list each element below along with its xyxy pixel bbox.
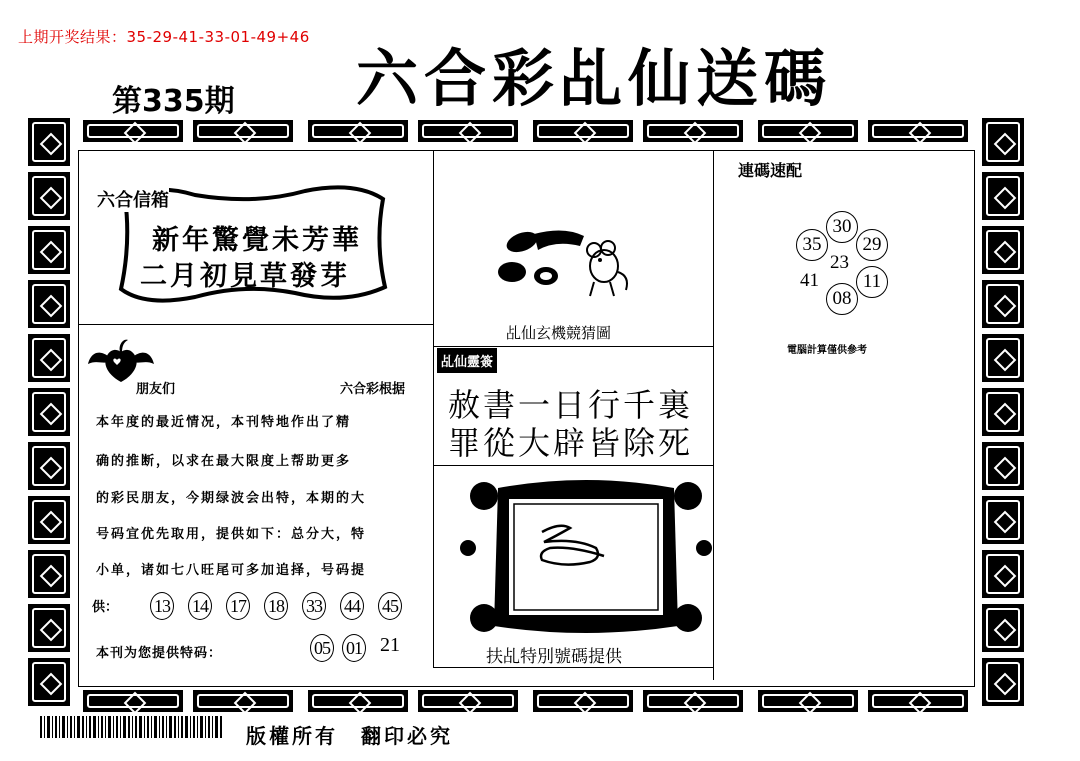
- border-tile: [868, 120, 968, 142]
- row-divider: [433, 346, 713, 347]
- border-tile: [982, 604, 1024, 652]
- border-tile: [982, 442, 1024, 490]
- border-tile: [982, 172, 1024, 220]
- article-source: 六合彩根据: [340, 382, 406, 397]
- border-tile: [418, 120, 518, 142]
- border-tile: [533, 120, 633, 142]
- ornament-frame: [458, 476, 714, 638]
- border-tile: [982, 118, 1024, 166]
- border-tile: [28, 496, 70, 544]
- poem-line-2: 二月初見草發芽: [140, 261, 350, 292]
- numbers-label: 供：: [92, 600, 119, 615]
- combo-plain: 41: [800, 270, 819, 291]
- column-divider: [433, 150, 434, 667]
- combo-ball: 08: [826, 283, 858, 315]
- special-number-extra: 21: [380, 634, 400, 656]
- border-tile: [982, 658, 1024, 706]
- combo-title: 連碼速配: [738, 161, 803, 180]
- row-divider: [78, 324, 433, 325]
- number-ball: 13: [150, 592, 174, 620]
- guess-picture: [494, 224, 634, 302]
- border-tile: [418, 690, 518, 712]
- article-line: 的彩民朋友，今期绿波会出特，本期的大: [96, 491, 367, 506]
- page-title: 六合彩乩仙送碼: [356, 42, 833, 115]
- special-number-caption: 扶乩特別號碼提供: [486, 647, 622, 667]
- border-tile: [28, 226, 70, 274]
- poem-line-1: 新年驚覺未芳華: [152, 225, 362, 256]
- number-ball: 17: [226, 592, 250, 620]
- border-tile: [83, 120, 183, 142]
- number-ball: 14: [188, 592, 212, 620]
- combo-ball: 35: [796, 229, 828, 261]
- border-tile: [643, 690, 743, 712]
- border-tile: [28, 334, 70, 382]
- border-tile: [533, 690, 633, 712]
- border-tile: [308, 120, 408, 142]
- barcode: [40, 716, 222, 744]
- combo-ball: 30: [826, 211, 858, 243]
- border-tile: [643, 120, 743, 142]
- oracle-tag: 乩仙靈簽: [437, 348, 497, 373]
- border-tile: [982, 280, 1024, 328]
- guess-picture-caption: 乩仙玄機競猜圖: [506, 324, 612, 342]
- oracle-verse-1: 赦書一日行千裏: [448, 386, 694, 424]
- poem-tag: 六合信箱: [97, 186, 169, 212]
- border-tile: [28, 442, 70, 490]
- number-ball: 18: [264, 592, 288, 620]
- combo-note: 電腦計算僅供參考: [787, 345, 867, 356]
- border-tile: [868, 690, 968, 712]
- border-tile: [28, 550, 70, 598]
- border-tile: [982, 334, 1024, 382]
- special-number-ball: 01: [342, 634, 366, 662]
- number-ball: 33: [302, 592, 326, 620]
- border-tile: [28, 658, 70, 706]
- combo-center: 23: [830, 252, 849, 273]
- special-number-ball: 05: [310, 634, 334, 662]
- border-tile: [28, 118, 70, 166]
- article-line: 确的推断，以求在最大限度上帮助更多: [96, 454, 352, 469]
- border-tile: [982, 226, 1024, 274]
- border-tile: [308, 690, 408, 712]
- heart-bird-icon: [86, 334, 156, 384]
- article-greeting: 朋友们: [136, 382, 176, 397]
- article-line: 小单，诸如七八旺尾可多加追择，号码提: [96, 563, 367, 578]
- combo-ball: 29: [856, 229, 888, 261]
- row-divider: [433, 465, 713, 466]
- last-draw-result: 上期开奖结果：35-29-41-33-01-49+46: [18, 28, 310, 46]
- border-tile: [982, 550, 1024, 598]
- border-tile: [758, 120, 858, 142]
- number-ball: 44: [340, 592, 364, 620]
- border-tile: [28, 388, 70, 436]
- article-line: 号码宜优先取用，提供如下：总分大，特: [96, 527, 367, 542]
- border-tile: [28, 604, 70, 652]
- article-line: 本年度的最近情况，本刊特地作出了精: [96, 415, 352, 430]
- border-tile: [193, 120, 293, 142]
- border-tile: [28, 172, 70, 220]
- border-tile: [193, 690, 293, 712]
- border-tile: [982, 496, 1024, 544]
- oracle-verse-2: 罪從大辟皆除死: [448, 424, 694, 462]
- special-number-label: 本刊为您提供特码：: [96, 646, 223, 661]
- border-tile: [28, 280, 70, 328]
- border-tile: [982, 388, 1024, 436]
- copyright-notice: 版權所有 翻印必究: [246, 724, 453, 748]
- number-ball: 45: [378, 592, 402, 620]
- row-divider: [433, 667, 713, 668]
- combo-ball: 11: [856, 266, 888, 298]
- border-tile: [758, 690, 858, 712]
- issue-number: 第335期: [112, 84, 235, 119]
- border-tile: [83, 690, 183, 712]
